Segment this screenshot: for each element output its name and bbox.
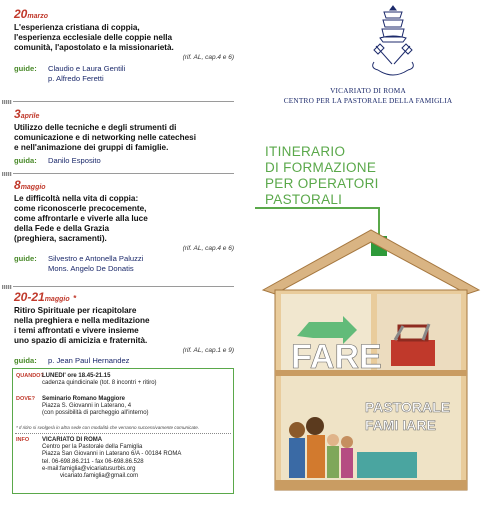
info-label: INFO: [16, 437, 30, 443]
where-place: Seminario Romano Maggiore: [42, 396, 126, 402]
event-guides: [14, 64, 234, 84]
guide-label: guida:: [14, 356, 37, 365]
description-line: nella preghiera e nella meditazione: [14, 316, 150, 325]
pastorale-text: PASTORALE: [365, 399, 451, 415]
event-star: *: [72, 294, 77, 303]
event-guides: [14, 254, 234, 274]
contact-dept: Centro per la Pastorale della Famiglia: [42, 444, 143, 451]
description-line: (preghiera, sacramenti).: [14, 234, 107, 243]
section-divider: [2, 285, 234, 289]
guide-name: Danilo Esposito: [48, 156, 101, 165]
event-1: [14, 8, 234, 84]
description-line: l'esperienza ecclesiale delle coppie nella: [14, 33, 173, 42]
email-link[interactable]: famiglia@vicariatusurbis.org: [60, 465, 136, 472]
dollhouse-illustration: [253, 190, 481, 502]
event-day: 20-21: [14, 290, 45, 304]
contact-org: VICARIATO DI ROMA: [42, 437, 103, 443]
program-column: [0, 0, 238, 505]
retreat-note: * Il ritiro si svolgerà in altra sede con modalità che verranno successivamente comunicate.: [16, 425, 200, 430]
event-month: maggio: [44, 296, 70, 303]
when-frequency: cadenza quindicinale (tot. 8 incontri + ritiro): [42, 380, 157, 387]
event-2: [14, 108, 234, 166]
event-reference: (rif. AL, cap.4 e 6): [182, 54, 234, 61]
event-description: [14, 23, 234, 53]
section-divider: [2, 100, 234, 104]
event-day: 20: [14, 7, 28, 21]
contact-address: Piazza San Giovanni in Laterano 6/A - 00184 ROMA: [42, 451, 182, 458]
event-date: [14, 291, 234, 306]
when-label: QUANDO?: [16, 373, 44, 379]
event-date: [14, 108, 234, 123]
event-reference: (rif. AL, cap.4 e 6): [182, 245, 234, 252]
title-line: PER OPERATORI: [265, 176, 379, 191]
title-line: DI FORMAZIONE: [265, 160, 377, 175]
event-3: [14, 179, 234, 274]
vicariate-name: VICARIATO DI ROMA: [330, 86, 406, 95]
description-line: uno spazio di amicizia e fraternità.: [14, 336, 148, 345]
guide-label: guide:: [14, 64, 37, 73]
title-line: PASTORALI: [265, 192, 343, 207]
where-label: DOVE?: [16, 396, 35, 402]
contact-phone: tel. 06-698.86.211 - fax 06-698.86.528: [42, 458, 144, 465]
description-line: i temi affrontati e vivere insieme: [14, 326, 139, 335]
email-label: e-mail:: [42, 465, 61, 472]
event-day: 8: [14, 178, 21, 192]
description-line: comunità, l'apostolato e la missionarietà.: [14, 43, 174, 52]
info-box: [12, 368, 234, 494]
guide-label: guida:: [14, 156, 37, 165]
guide-name: p. Alfredo Feretti: [48, 74, 104, 83]
event-month: maggio: [20, 184, 46, 191]
event-guides: [14, 356, 234, 366]
event-month: aprile: [20, 113, 40, 120]
event-guides: [14, 156, 234, 166]
vicariate-crest-logo: [362, 4, 424, 82]
event-description: [14, 306, 234, 346]
guide-name: Mons. Angelo De Donatis: [48, 264, 134, 273]
event-reference: (rif. AL, cap.1 e 9): [182, 347, 234, 354]
center-name: CENTRO PER LA PASTORALE DELLA FAMIGLIA: [283, 96, 453, 105]
info-separator: [15, 433, 231, 435]
fare-text: FARE: [291, 338, 382, 376]
description-line: Le difficoltà nella vita di coppia:: [14, 194, 139, 203]
description-line: comunicazione e di networking nelle catechesi: [14, 133, 196, 142]
description-line: L'esperienza cristiana di coppia,: [14, 23, 140, 32]
event-day: 3: [14, 107, 21, 121]
section-divider: [2, 172, 234, 176]
cover-column: [238, 0, 481, 505]
guide-name: Claudio e Laura Gentili: [48, 64, 126, 73]
event-date: [14, 179, 234, 194]
where-address: Piazza S. Giovanni in Laterano, 4: [42, 403, 132, 410]
description-line: come riconoscerle precocemente,: [14, 204, 147, 213]
when-time: LUNEDI' ore 18.45-21.15: [42, 373, 111, 379]
description-line: Ritiro Spirituale per ricapitolare: [14, 306, 137, 315]
event-description: [14, 194, 234, 244]
event-4: [14, 291, 234, 366]
event-description: [14, 123, 234, 153]
email-link[interactable]: vicariato.famiglia@gmail.com: [60, 473, 139, 480]
description-line: come affrontarle e viverle alla luce: [14, 214, 148, 223]
guide-name: p. Jean Paul Hernandez: [48, 356, 130, 365]
description-line: e nell'animazione dei gruppi di famiglie.: [14, 143, 169, 152]
description-line: della Fede e della Grazia: [14, 224, 110, 233]
event-month: marzo: [27, 13, 48, 20]
guide-name: Silvestro e Antonella Paluzzi: [48, 254, 144, 263]
guide-label: guide:: [14, 254, 37, 263]
title-line: ITINERARIO: [265, 144, 346, 159]
description-line: Utilizzo delle tecniche e degli strumenti di: [14, 123, 177, 132]
familiare-text: FAMI IARE: [365, 417, 436, 433]
where-parking: (con possibilità di parcheggio all'interno): [42, 410, 149, 417]
event-date: [14, 8, 234, 23]
